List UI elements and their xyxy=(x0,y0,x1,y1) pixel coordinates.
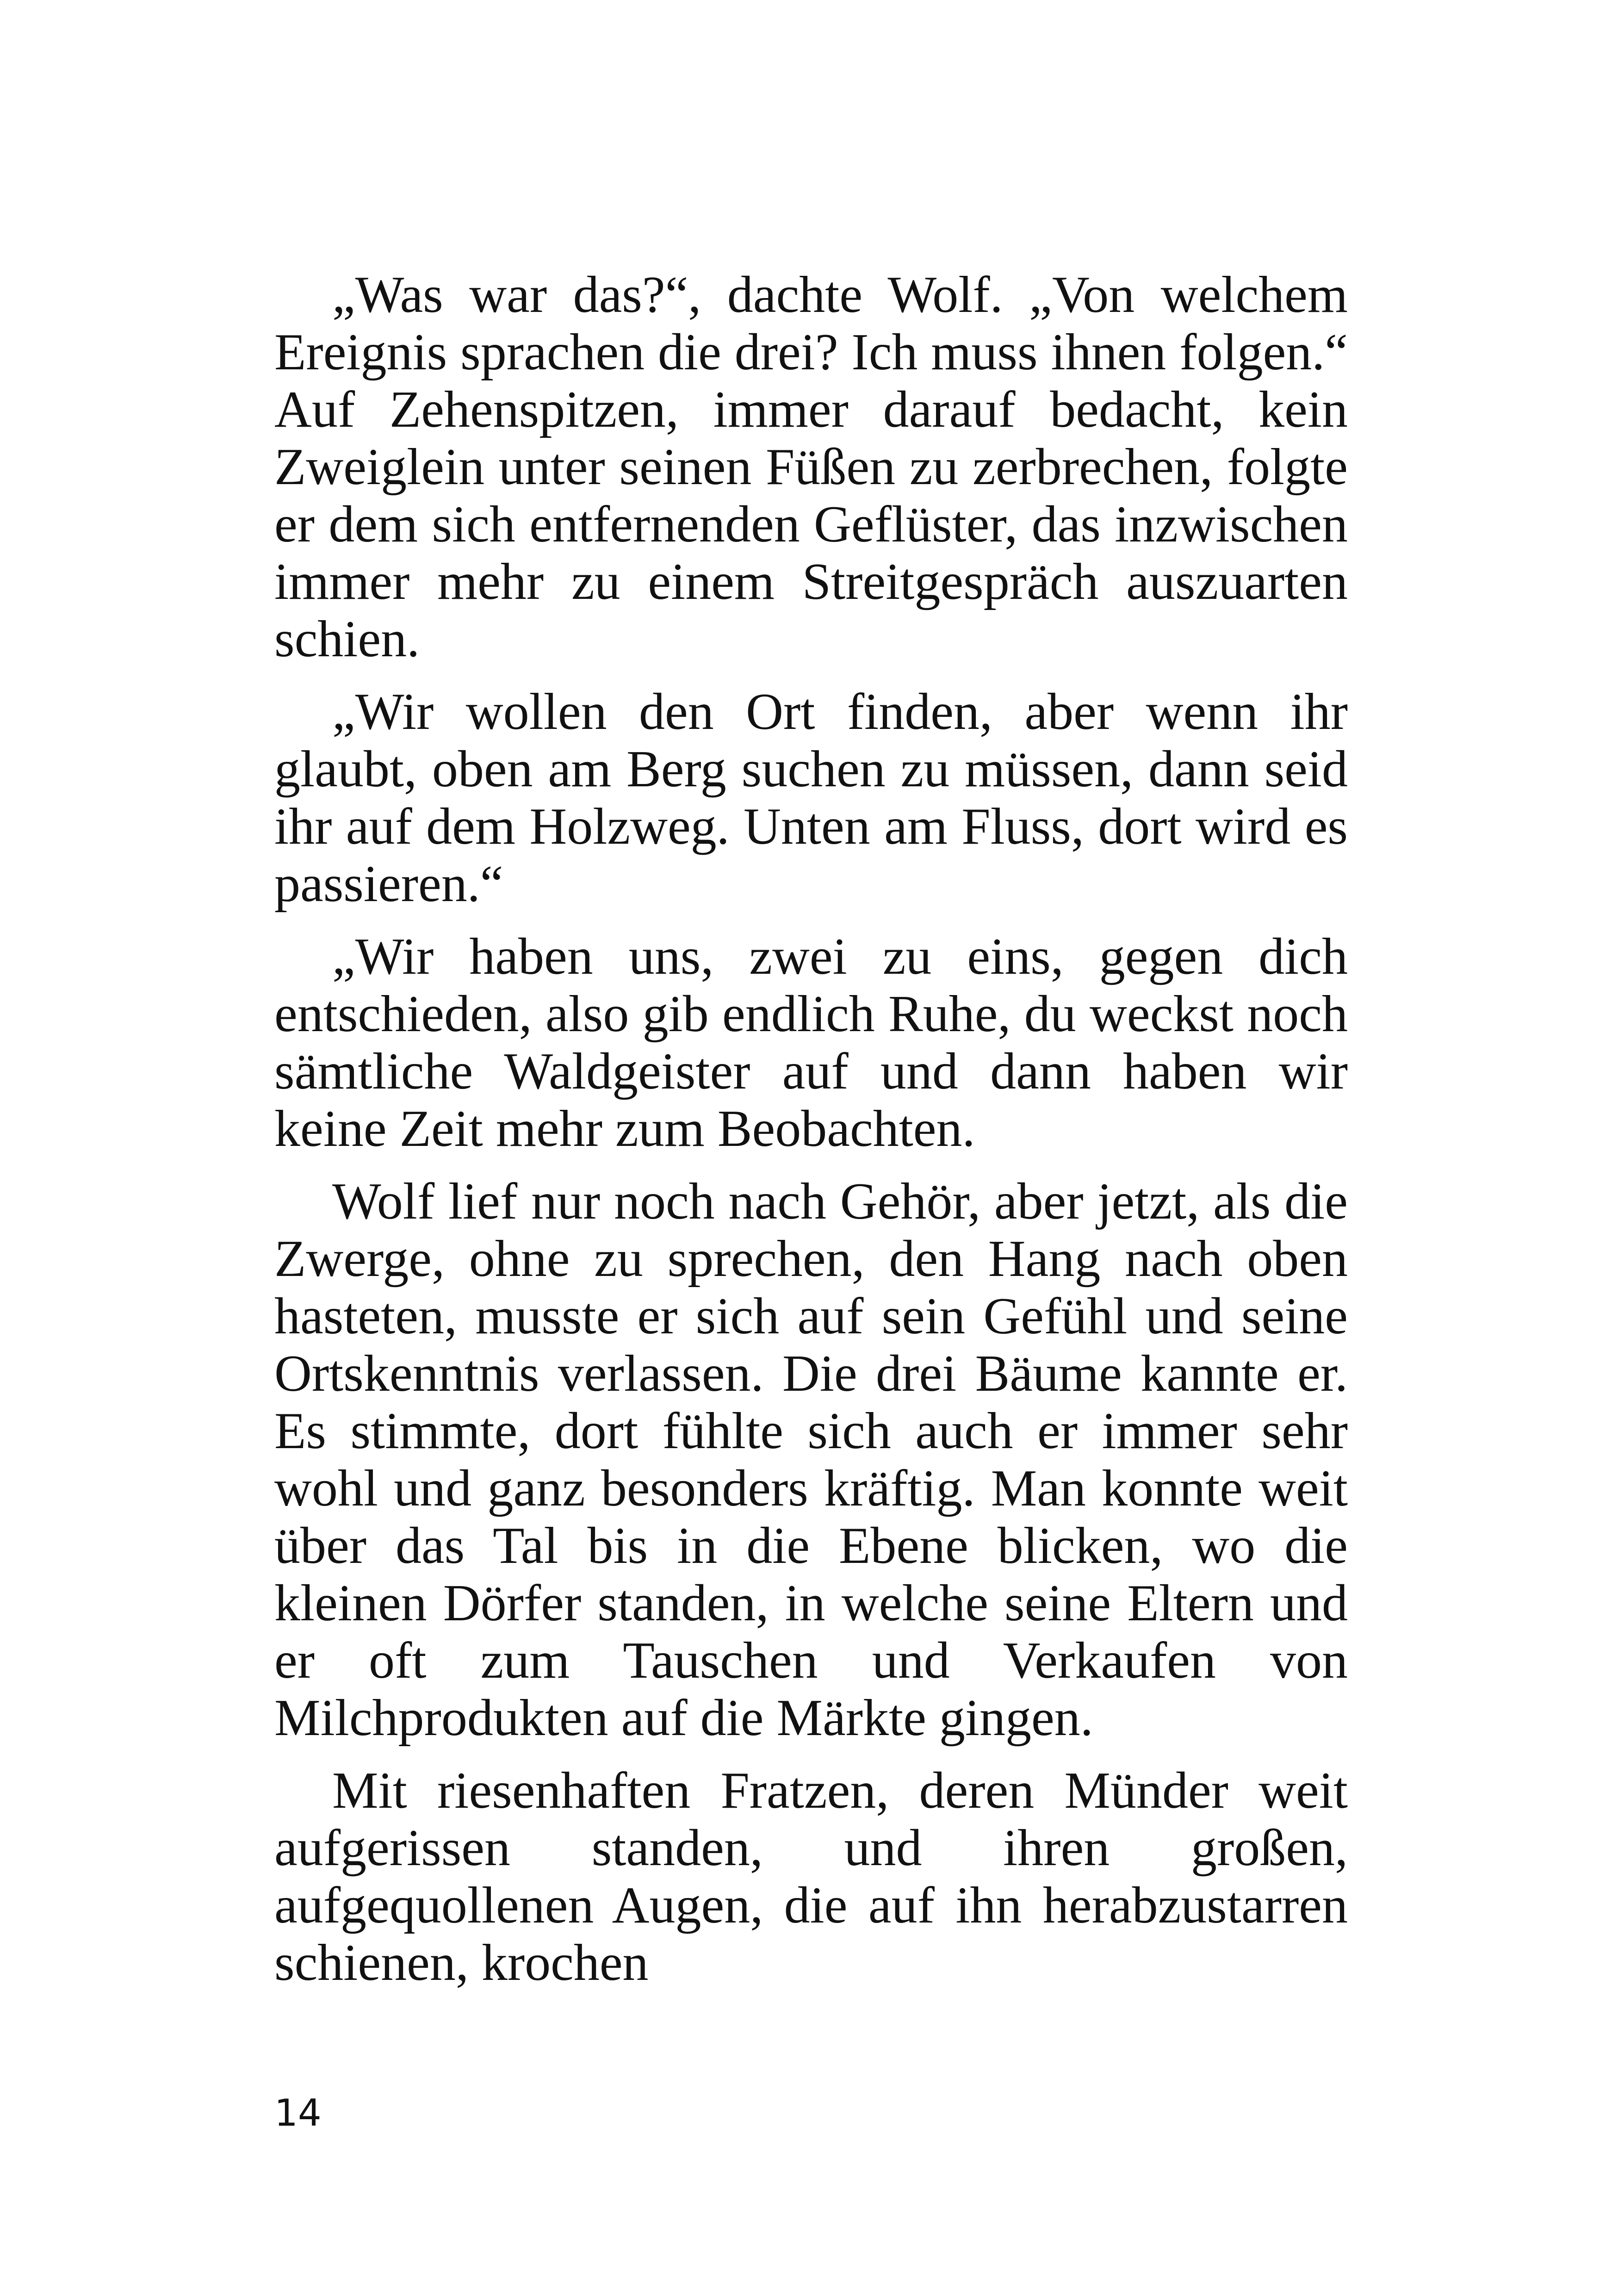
paragraph-2: „Wir wollen den Ort finden, aber wenn ihr glaubt, oben am Berg suchen zu müssen, dann seid ihr auf dem Holzweg. Unten am Fluss, dort wird es passieren.“ xyxy=(274,683,1348,913)
paragraph-3: „Wir haben uns, zwei zu eins, gegen dich entschieden, also gib endlich Ruhe, du weckst noch sämtliche Waldgeister auf und dann haben wir keine Zeit mehr zum Beobachten. xyxy=(274,928,1348,1157)
paragraph-1: „Was war das?“, dachte Wolf. „Von welchem Ereignis sprachen die drei? Ich muss ihnen folgen.“ Auf Zehenspitzen, immer darauf bedacht, kein Zweiglein unter seinen Füßen zu zerbrechen, folgte er dem sich entfernenden Geflüster, das inzwischen immer mehr zu einem Streitgespräch auszuarten schien. xyxy=(274,266,1348,668)
paragraph-4: Wolf lief nur noch nach Gehör, aber jetzt, als die Zwerge, ohne zu sprechen, den Hang nach oben hasteten, musste er sich auf sein Gefühl und seine Ortskenntnis verlassen. Die drei Bäume kannte er. Es stimmte, dort fühlte sich auch er immer sehr wohl und ganz besonders kräftig. Man konnte weit über das Tal bis in die Ebene blicken, wo die kleinen Dörfer standen, in welche seine Eltern und er oft zum Tauschen und Verkaufen von Milchprodukten auf die Märkte gingen. xyxy=(274,1173,1348,1747)
paragraph-5: Mit riesenhaften Fratzen, deren Münder weit aufgerissen standen, und ihren großen, aufgequollenen Augen, die auf ihn herabzustarren schienen, krochen xyxy=(274,1762,1348,1991)
body-text xyxy=(274,266,1348,2007)
page-number: 14 xyxy=(274,2091,322,2134)
